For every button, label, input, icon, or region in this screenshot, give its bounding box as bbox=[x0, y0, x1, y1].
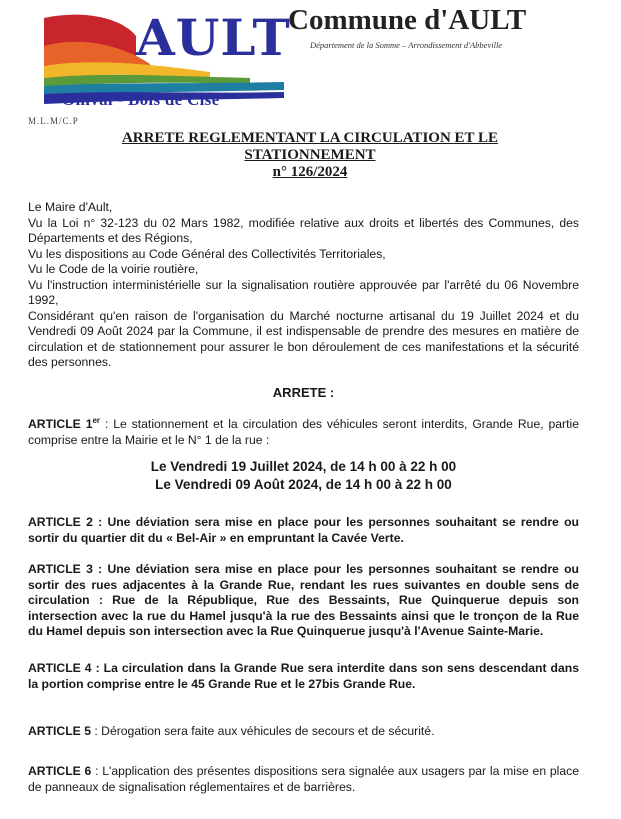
commune-title: Commune d'AULT bbox=[288, 4, 527, 36]
article-2-text: : Une déviation sera mise en place pour les personnes souhaitant se rendre ou sortir du quartier dit du « Bel-Air » en empruntant la Cavée Verte. bbox=[28, 515, 579, 545]
article-3-text: : Une déviation sera mise en place pour les personnes souhaitant se rendre ou sortir des rues adjacentes à la Grande Rue, rendant les rues suivantes en double sens de circulation : Rue de la République, Rue des Bessaints, Rue Quinquerue depuis son intersection avec la rue du Hamel jusqu'à la rue des Bessaints ainsi que le tronçon de la Rue du Hamel depuis son intersection avec la Rue Quinquerue jusqu'à l'Avenue Sainte-Marie. bbox=[28, 562, 579, 638]
article-6 bbox=[28, 764, 579, 795]
article-4 bbox=[28, 661, 579, 692]
article-3-label: ARTICLE 3 bbox=[28, 562, 93, 576]
article-2-label: ARTICLE 2 bbox=[28, 515, 93, 529]
preamble-line: Vu l'instruction interministérielle sur la signalisation routière approuvée par l'arrêté du 06 Novembre 1992, bbox=[28, 277, 579, 307]
logo-subtitle: Onival - Bois de Cise bbox=[62, 90, 220, 109]
commune-subtitle: Département de la Somme – Arrondissement d'Abbeville bbox=[310, 40, 503, 50]
arrete-heading: ARRETE : bbox=[272, 385, 335, 400]
article-6-label: ARTICLE 6 bbox=[28, 764, 92, 778]
preamble bbox=[28, 200, 579, 371]
preamble-line: Considérant qu'en raison de l'organisation du Marché nocturne artisanal du 19 Juillet 2024 et du Vendredi 09 Août 2024 par la Commune, il est indispensable de prendre des mesures en matière de circulation et de stationnement pour assurer le bon déroulement de ces manifestations et la sécurité des personnes. bbox=[28, 308, 579, 369]
article-3 bbox=[28, 562, 579, 640]
preamble-line: Vu la Loi n° 32-123 du 02 Mars 1982, modifiée relative aux droits et libertés des Communes, des Départements et des Régions, bbox=[28, 215, 579, 245]
article-1-sup: er bbox=[92, 416, 101, 425]
article-5-text: : Dérogation sera faite aux véhicules de secours et de sécurité. bbox=[90, 724, 435, 738]
logo-wordmark: AULT bbox=[136, 8, 291, 67]
article-5 bbox=[28, 724, 579, 740]
article-5-label: ARTICLE 5 bbox=[28, 724, 91, 738]
commune-logo bbox=[40, 6, 291, 118]
preamble-line: Vu les dispositions au Code Général des Collectivités Territoriales, bbox=[28, 246, 386, 261]
event-dates bbox=[28, 458, 579, 494]
document-title-line-2: STATIONNEMENT bbox=[244, 147, 376, 163]
preamble-line: Vu le Code de la voirie routière, bbox=[28, 262, 199, 276]
article-1-text: : Le stationnement et la circulation des véhicules seront interdits, Grande Rue, partie comprise entre la Mairie et le N° 1 de la rue : bbox=[28, 417, 579, 447]
preamble-line: Le Maire d'Ault, bbox=[28, 200, 113, 214]
article-4-text: : La circulation dans la Grande Rue sera interdite dans son sens descendant dans la portion comprise entre le 45 Grande Rue et le 27bis Grande Rue. bbox=[28, 661, 579, 691]
event-date-1: Le Vendredi 19 Juillet 2024, de 14 h 00 à 22 h 00 bbox=[150, 459, 457, 474]
article-2 bbox=[28, 515, 579, 546]
event-date-2: Le Vendredi 09 Août 2024, de 14 h 00 à 22 h 00 bbox=[155, 477, 452, 492]
document-number: n° 126/2024 bbox=[272, 164, 348, 180]
document-reference: M.L.M/C.P bbox=[28, 116, 79, 126]
article-1-label: ARTICLE 1 bbox=[28, 417, 93, 432]
article-1 bbox=[28, 413, 579, 448]
article-6-text: : L'application des présentes dispositions sera signalée aux usagers par la mise en place de panneaux de signalisation réglementaires et de barrières. bbox=[28, 764, 579, 794]
article-4-label: ARTICLE 4 bbox=[28, 661, 92, 675]
document-title-line-1: ARRETE REGLEMENTANT LA CIRCULATION ET LE bbox=[121, 130, 499, 146]
